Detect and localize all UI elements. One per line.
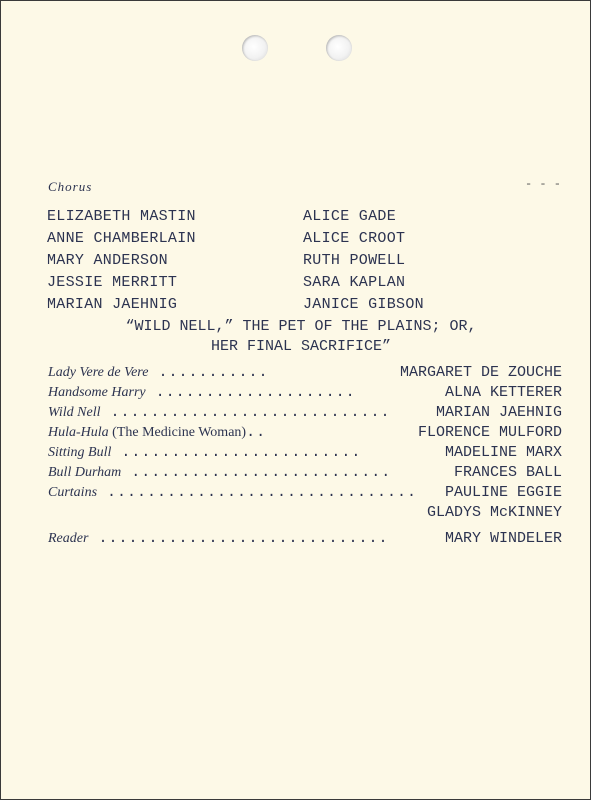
punch-hole bbox=[242, 35, 268, 61]
cast-row bbox=[48, 383, 562, 403]
actor-name: MARIAN JAEHNIG bbox=[435, 404, 562, 421]
reader-row bbox=[48, 529, 562, 549]
role-name: Lady Vere de Vere bbox=[48, 365, 149, 380]
chorus-member: ALICE CROOT bbox=[303, 230, 406, 247]
cast-list bbox=[48, 363, 562, 549]
actor-name: MARGARET DE ZOUCHE bbox=[399, 364, 562, 381]
chorus-member: MARIAN JAEHNIG bbox=[47, 296, 178, 313]
leader-dots: ........... bbox=[148, 364, 269, 381]
cast-row bbox=[48, 443, 562, 463]
chorus-member: ELIZABETH MASTIN bbox=[47, 208, 196, 225]
role-name: Sitting Bull bbox=[48, 445, 112, 460]
play-title-line-2: HER FINAL SACRIFICE” bbox=[210, 338, 392, 355]
chorus-member: RUTH POWELL bbox=[303, 252, 406, 269]
actor-name: FLORENCE MULFORD bbox=[417, 424, 562, 441]
corner-mark: - - - bbox=[525, 177, 562, 191]
cast-row bbox=[48, 483, 562, 503]
role-note: (The Medicine Woman) bbox=[108, 425, 247, 440]
role-name: Curtains bbox=[48, 485, 98, 500]
role-name: Bull Durham bbox=[48, 465, 122, 480]
actor-name: PAULINE EGGIE bbox=[444, 484, 562, 501]
leader-dots: .......................... bbox=[121, 464, 392, 481]
cast-row bbox=[48, 423, 562, 443]
cast-row bbox=[48, 403, 562, 423]
chorus-list bbox=[47, 208, 503, 314]
cast-row bbox=[48, 363, 562, 383]
leader-dots: ............................... bbox=[97, 484, 418, 501]
role-name: Wild Nell bbox=[48, 405, 101, 420]
chorus-member: SARA KAPLAN bbox=[303, 274, 406, 291]
leader-dots: .................... bbox=[145, 384, 356, 401]
cast-row-continued bbox=[48, 503, 562, 523]
leader-dots: .. bbox=[246, 424, 267, 441]
punch-hole bbox=[326, 35, 352, 61]
actor-name: MADELINE MARX bbox=[444, 444, 562, 461]
chorus-member: JESSIE MERRITT bbox=[47, 274, 178, 291]
chorus-member: MARY ANDERSON bbox=[47, 252, 168, 269]
actor-name: FRANCES BALL bbox=[453, 464, 562, 481]
actor-name: GLADYS McKINNEY bbox=[426, 504, 562, 521]
chorus-member: ALICE GADE bbox=[303, 208, 397, 225]
leader-dots: ........................ bbox=[111, 444, 362, 461]
role-name: Handsome Harry bbox=[48, 385, 146, 400]
cast-row bbox=[48, 463, 562, 483]
actor-name: MARY WINDELER bbox=[444, 530, 562, 547]
leader-dots: ............................. bbox=[88, 530, 389, 547]
actor-name: ALNA KETTERER bbox=[444, 384, 562, 401]
play-title-line-1: “WILD NELL,” THE PET OF THE PLAINS; OR, bbox=[125, 318, 477, 335]
role-name: Reader bbox=[48, 531, 89, 546]
chorus-heading: Chorus bbox=[48, 179, 93, 194]
role-name: Hula-Hula bbox=[48, 425, 109, 440]
chorus-member: ANNE CHAMBERLAIN bbox=[47, 230, 196, 247]
leader-dots: ............................ bbox=[100, 404, 391, 421]
chorus-member: JANICE GIBSON bbox=[303, 296, 424, 313]
